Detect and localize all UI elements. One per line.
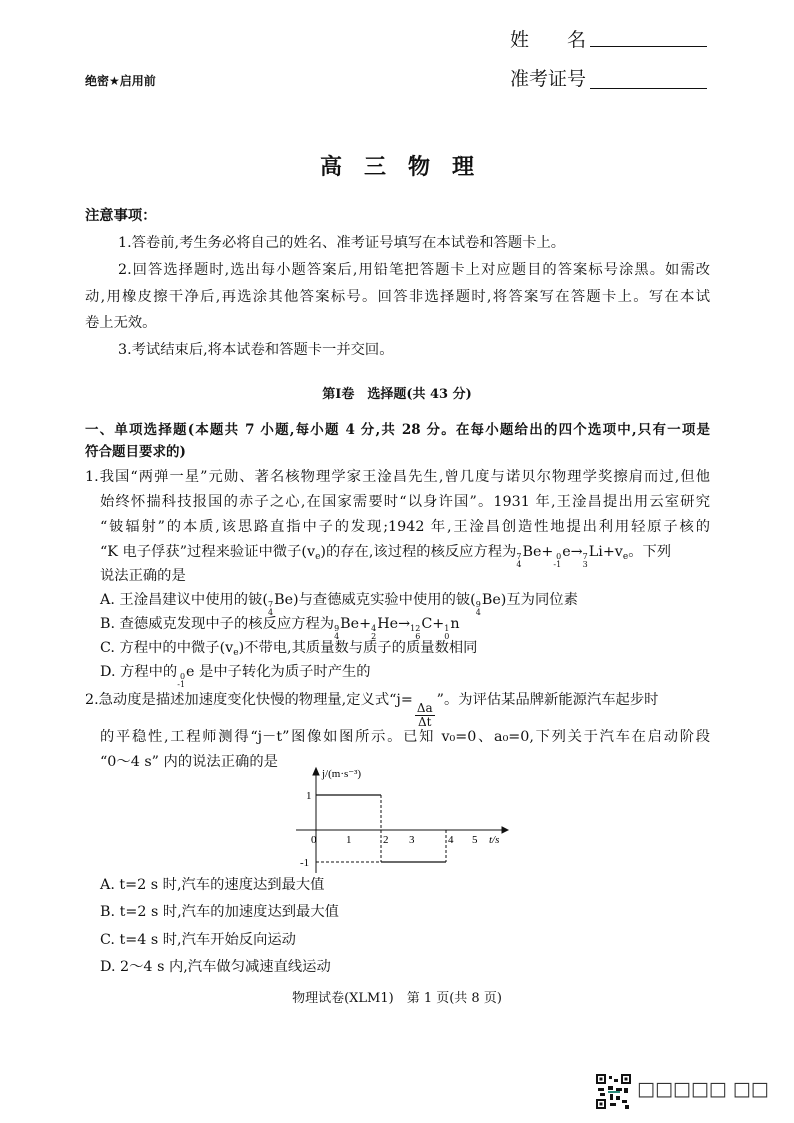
j-axis-arrow (313, 768, 319, 775)
page-footer: 物理试卷(XLM1) 第 1 页(共 8 页) (292, 991, 502, 1006)
notice-item: 3.考试结束后,将本试卷和答题卡一并交回。 (118, 342, 394, 358)
y-tick-label: -1 (300, 857, 310, 869)
qr-code-icon (596, 1074, 631, 1109)
option-b[interactable]: B. 查德威克发现中子的核反应方程为 9 4 Be+ 4 2 He→ 12 6 C+ 1 0 n (100, 616, 460, 641)
section-heading: 第Ⅰ卷 选择题(共 43 分) (322, 387, 472, 402)
x-tick-label: 2 (383, 834, 389, 846)
option-c[interactable]: C. t=4 s 时,汽车开始反向运动 (100, 932, 296, 948)
notice-item: 卷上无效。 (85, 315, 157, 331)
notice-item: 1.答卷前,考生务必将自己的姓名、准考证号填写在本试卷和答题卡上。 (118, 235, 566, 251)
q1-text: 始终怀揣科技报国的赤子之心,在国家需要时“以身许国”。1931 年,王淦昌提出用云室研究 (100, 494, 710, 510)
notice-item: 动,用橡皮擦干净后,再选涂其他答案标号。回答非选择题时,将答案写在答题卡上。写在本试 (85, 289, 710, 305)
part-heading: 符合题目要求的) (85, 444, 186, 460)
option-c[interactable]: C. 方程中的中微子$(v_e)$不带电,其质量数与质子的质量数相同 (100, 640, 478, 658)
option-a[interactable]: A. t=2 s 时,汽车的速度达到最大值 (100, 877, 325, 893)
page-title: 高 三 物 理 (319, 155, 474, 180)
secret-mark: 绝密★启用前 (85, 74, 156, 88)
t-axis-arrow (502, 827, 508, 833)
q2-text: 的平稳性,工程师测得“j－t”图像如图所示。已知 v₀=0、a₀=0,下列关于汽车在启动阶段 (100, 729, 710, 745)
name-field[interactable] (590, 46, 707, 47)
notice-item: 2.回答选择题时,选出每小题答案后,用铅笔把答题卡上对应题目的答案标号涂黑。如需改 (118, 262, 710, 278)
q2-text: “0～4 s” 内的说法正确的是 (100, 754, 278, 770)
y-axis-label: j/(m·s⁻³) (322, 768, 362, 780)
option-a[interactable]: A. 王淦昌建议中使用的铍( 7 4 Be)与查德威克实验中使用的铍( 9 4 Be)互为同位素 (100, 592, 578, 617)
x-tick-label: 3 (409, 834, 415, 846)
x-tick-label: 4 (448, 834, 454, 846)
x-tick-label: 0 (311, 834, 317, 846)
y-tick-label: 1 (306, 790, 312, 802)
q1-text: “K 电子俘获”过程来验证中微子$(v_e)$的存在,该过程的核反应方程为 7 4 Be+ 0 -1 e→ 7 3 $Li+v_e$。下列 (100, 544, 672, 569)
option-d[interactable]: D. 方程中的 0 -1 e 是中子转化为质子时产生的 (100, 664, 371, 689)
x-tick-label: 1 (346, 834, 352, 846)
x-axis-label: t/s (489, 834, 500, 846)
q2-text: 2.急动度是描述加速度变化快慢的物理量,定义式“j= $\frac{\Delta a}{\Delta t}$ ”。为评估某品牌新能源汽车起步时 (85, 692, 659, 729)
corner-text: □□□□□ □□ (637, 1078, 769, 1100)
part-heading: 一、单项选择题(本题共 7 小题,每小题 4 分,共 28 分。在每小题给出的四个选项中,只有一项是 (85, 422, 710, 438)
q1-text: 说法正确的是 (100, 568, 186, 584)
exam-id-label: 准考证号 (510, 68, 587, 90)
option-b[interactable]: B. t=2 s 时,汽车的加速度达到最大值 (100, 904, 339, 920)
q1-text: “铍辐射”的本质,该思路直指中子的发现;1942 年,王淦昌创造性地提出利用轻原子核的 (100, 519, 710, 535)
option-d[interactable]: D. 2～4 s 内,汽车做匀减速直线运动 (100, 959, 331, 975)
j-t-graph (290, 765, 520, 875)
notice-heading: 注意事项： (85, 208, 157, 224)
x-tick-label: 5 (472, 834, 478, 846)
name-label: 姓 名 (510, 29, 587, 51)
q1-text: 1.我国“两弹一星”元勋、著名核物理学家王淦昌先生,曾几度与诺贝尔物理学奖擦肩而过,但他 (85, 469, 710, 485)
